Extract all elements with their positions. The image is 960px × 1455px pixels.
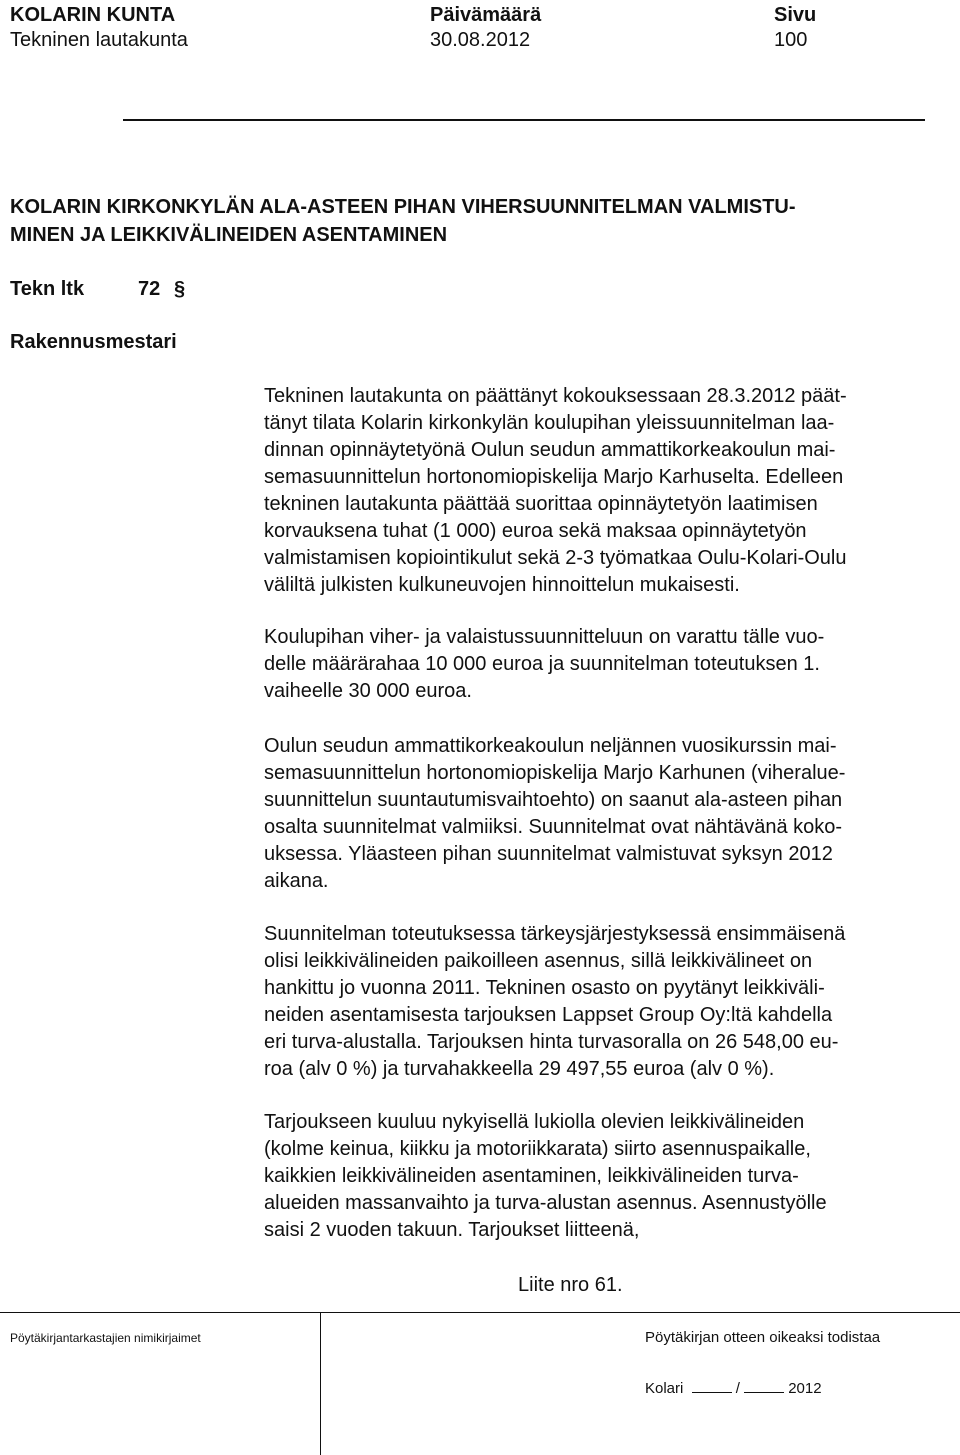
text-line: osalta suunnitelmat valmiiksi. Suunnitelmat ovat nähtävänä koko- (264, 816, 843, 838)
text-line: tekninen lautakunta päättää suorittaa opinnäytetyön laatimisen (264, 493, 818, 515)
date-label: Päivämäärä (430, 4, 542, 26)
section-number: 72 (138, 278, 161, 300)
organization-name: KOLARIN KUNTA (10, 4, 176, 26)
committee-name: Tekninen lautakunta (10, 29, 188, 51)
text-line: suunnittelun suuntautumisvaihtoehto) on saanut ala-asteen pihan (264, 789, 843, 811)
text-line: delle määrärahaa 10 000 euroa ja suunnitelman toteutuksen 1. (264, 653, 820, 675)
text-line: hankittu jo vuonna 2011. Tekninen osasto on pyytänyt leikkiväli- (264, 977, 825, 999)
text-line: dinnan opinnäytetyönä Oulun seudun ammattikorkeakoulun mai- (264, 439, 836, 461)
section-symbol: § (174, 278, 186, 300)
text-line: alueiden massanvaihto ja turva-alustan asennus. Asennustyölle (264, 1192, 827, 1214)
text-line: eri turva-alustalla. Tarjouksen hinta turvasoralla on 26 548,00 eu- (264, 1031, 839, 1053)
paragraph-3 (264, 733, 845, 895)
text-line: vaiheelle 30 000 euroa. (264, 680, 472, 702)
day-blank (692, 1378, 732, 1393)
text-line: saisi 2 vuoden takuun. Tarjoukset liitteenä, (264, 1219, 640, 1241)
text-line: kaikkien leikkivälineiden asentaminen, leikkivälineiden turva- (264, 1165, 799, 1187)
text-line: uksessa. Yläasteen pihan suunnitelmat valmistuvat syksyn 2012 (264, 843, 833, 865)
paragraph-5 (264, 1109, 827, 1244)
footer-divider (320, 1312, 321, 1455)
section-code: Tekn ltk (10, 278, 85, 300)
header-rule (123, 119, 925, 121)
page-number: 100 (774, 29, 808, 51)
text-line: (kolme keinua, kiikku ja motoriikkarata) siirto asennuspaikalle, (264, 1138, 811, 1160)
date-separator: / (735, 1380, 740, 1397)
document-title-line-1: KOLARIN KIRKONKYLÄN ALA-ASTEEN PIHAN VIHERSUUNNITELMAN VALMISTU- (10, 196, 796, 218)
text-line: valmistamisen kopiointikulut sekä 2-3 työmatkaa Oulu-Kolari-Oulu (264, 547, 847, 569)
paragraph-2 (264, 624, 824, 705)
text-line: Tekninen lautakunta on päättänyt kokouksessaan 28.3.2012 päät- (264, 385, 847, 407)
preparer-title: Rakennusmestari (10, 331, 177, 353)
paragraph-4 (264, 921, 845, 1083)
certification-label: Pöytäkirjan otteen oikeaksi todistaa (645, 1329, 881, 1346)
text-line: väliltä julkisten kulkuneuvojen hinnoittelun mukaisesti. (264, 574, 740, 596)
document-title-line-2: MINEN JA LEIKKIVÄLINEIDEN ASENTAMINEN (10, 224, 448, 246)
attachment-reference: Liite nro 61. (518, 1274, 623, 1296)
paragraph-1 (264, 383, 847, 599)
signature-date-line (645, 1378, 822, 1398)
text-line: tänyt tilata Kolarin kirkonkylän koulupihan yleissuunnitelman laa- (264, 412, 835, 434)
text-line: neiden asentamisesta tarjouksen Lappset Group Oy:ltä kahdella (264, 1004, 833, 1026)
place-name: Kolari (645, 1380, 684, 1397)
footer-rule (0, 1312, 960, 1313)
signature-year: 2012 (788, 1380, 822, 1397)
text-line: semasuunnittelun hortonomiopiskelija Marjo Karhunen (viheralue- (264, 762, 846, 784)
text-line: Oulun seudun ammattikorkeakoulun neljännen vuosikurssin mai- (264, 735, 837, 757)
page-label: Sivu (774, 4, 817, 26)
text-line: semasuunnittelun hortonomiopiskelija Marjo Karhuselta. Edelleen (264, 466, 844, 488)
text-line: aikana. (264, 870, 329, 892)
inspectors-initials-label: Pöytäkirjantarkastajien nimikirjaimet (10, 1331, 201, 1345)
text-line: Koulupihan viher- ja valaistussuunnitteluun on varattu tälle vuo- (264, 626, 825, 648)
text-line: olisi leikkivälineiden paikoilleen asennus, sillä leikkivälineet on (264, 950, 813, 972)
month-blank (744, 1378, 784, 1393)
text-line: Tarjoukseen kuuluu nykyisellä lukiolla olevien leikkivälineiden (264, 1111, 805, 1133)
meeting-date: 30.08.2012 (430, 29, 531, 51)
text-line: Suunnitelman toteutuksessa tärkeysjärjestyksessä ensimmäisenä (264, 923, 846, 945)
text-line: roa (alv 0 %) ja turvahakkeella 29 497,55 euroa (alv 0 %). (264, 1058, 775, 1080)
text-line: korvauksena tuhat (1 000) euroa sekä maksaa opinnäytetyön (264, 520, 807, 542)
